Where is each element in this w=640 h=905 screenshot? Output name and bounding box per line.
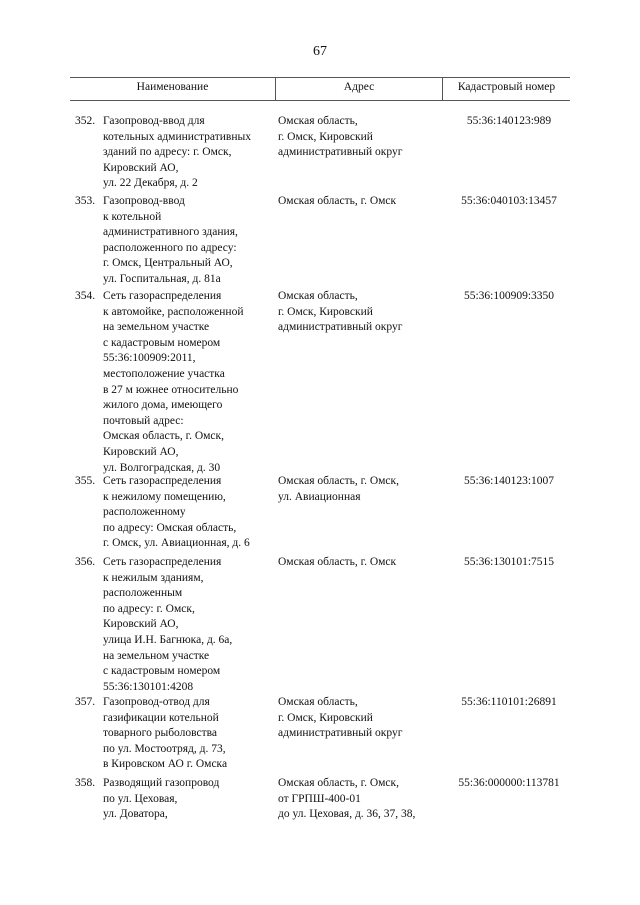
row-address: Омская область, г. Омск, Кировский административный округ: [278, 290, 403, 334]
row-name: Газопровод-отвод для газификации котельной товарного рыболовства по ул. Мостоотряд, д. 73, в Кировском АО г. Омска: [103, 696, 228, 771]
table-row: [0, 194, 640, 289]
table-row: [0, 289, 640, 474]
row-cadastral: 55:36:130101:7515: [463, 556, 555, 568]
row-name: Газопровод-ввод для котельных административных зданий по адресу: г. Омск, Кировский АО, ул. 22 Декабря, д. 2: [103, 115, 251, 190]
row-number: 355.: [75, 475, 96, 487]
page-number: 67: [313, 44, 327, 59]
row-name: Разводящий газопровод по ул. Цеховая, ул. Доватора,: [103, 777, 220, 821]
row-cadastral: 55:36:110101:26891: [461, 696, 557, 708]
table-row: [0, 555, 640, 695]
row-name: Газопровод-ввод к котельной административного здания, расположенного по адресу: г. Омск, Центральный АО, ул. Госпитальная, д. 81а: [103, 195, 238, 285]
row-address: Омская область, г. Омск, Кировский административный округ: [278, 696, 403, 740]
table-header-rule: [70, 100, 570, 101]
row-name: Сеть газораспределения к нежилому помещению, расположенному по адресу: Омская область, г. Омск, ул. Авиационная, д. 6: [103, 475, 250, 550]
row-address: Омская область, г. Омск: [278, 195, 397, 207]
table-row: [0, 474, 640, 555]
row-number: 353.: [75, 195, 96, 207]
row-address: Омская область, г. Омск: [278, 556, 397, 568]
table-row: [0, 776, 640, 826]
row-address: Омская область, г. Омск, от ГРПШ-400-01 до ул. Цеховая, д. 36, 37, 38,: [278, 777, 416, 821]
row-number: 357.: [75, 696, 96, 708]
row-address: Омская область, г. Омск, ул. Авиационная: [278, 475, 399, 503]
header-cadastral: Кадастровый номер: [457, 81, 556, 93]
row-cadastral: 55:36:100909:3350: [463, 290, 555, 302]
row-name: Сеть газораспределения к автомойке, расположенной на земельном участке с кадастровым номером 55:36:100909:2011, местоположение участка в 27 м южнее относительно жилого дома, имеющего почтовый адрес: Омская область, г. Омск, Кировский АО, ул. Волгоградская, д. 30: [103, 290, 244, 474]
table-top-rule: [70, 77, 570, 78]
row-cadastral: 55:36:140123:989: [466, 115, 552, 127]
row-number: 352.: [75, 115, 96, 127]
header-address: Адрес: [343, 81, 375, 93]
table-body: [0, 114, 640, 826]
row-number: 356.: [75, 556, 96, 568]
table-row: [0, 695, 640, 776]
row-address: Омская область, г. Омск, Кировский административный округ: [278, 115, 403, 159]
row-cadastral: 55:36:040103:13457: [461, 195, 557, 207]
row-name: Сеть газораспределения к нежилым зданиям, расположенным по адресу: г. Омск, Кировский АО, улица И.Н. Багнюка, д. 6а, на земельном участке с кадастровым номером 55:36:130101:4208: [103, 556, 233, 693]
row-number: 354.: [75, 290, 96, 302]
row-cadastral: 55:36:140123:1007: [463, 475, 555, 487]
header-name: Наименование: [136, 81, 209, 93]
row-cadastral: 55:36:000000:113781: [458, 777, 560, 789]
row-number: 358.: [75, 777, 96, 789]
table-row: [0, 114, 640, 194]
